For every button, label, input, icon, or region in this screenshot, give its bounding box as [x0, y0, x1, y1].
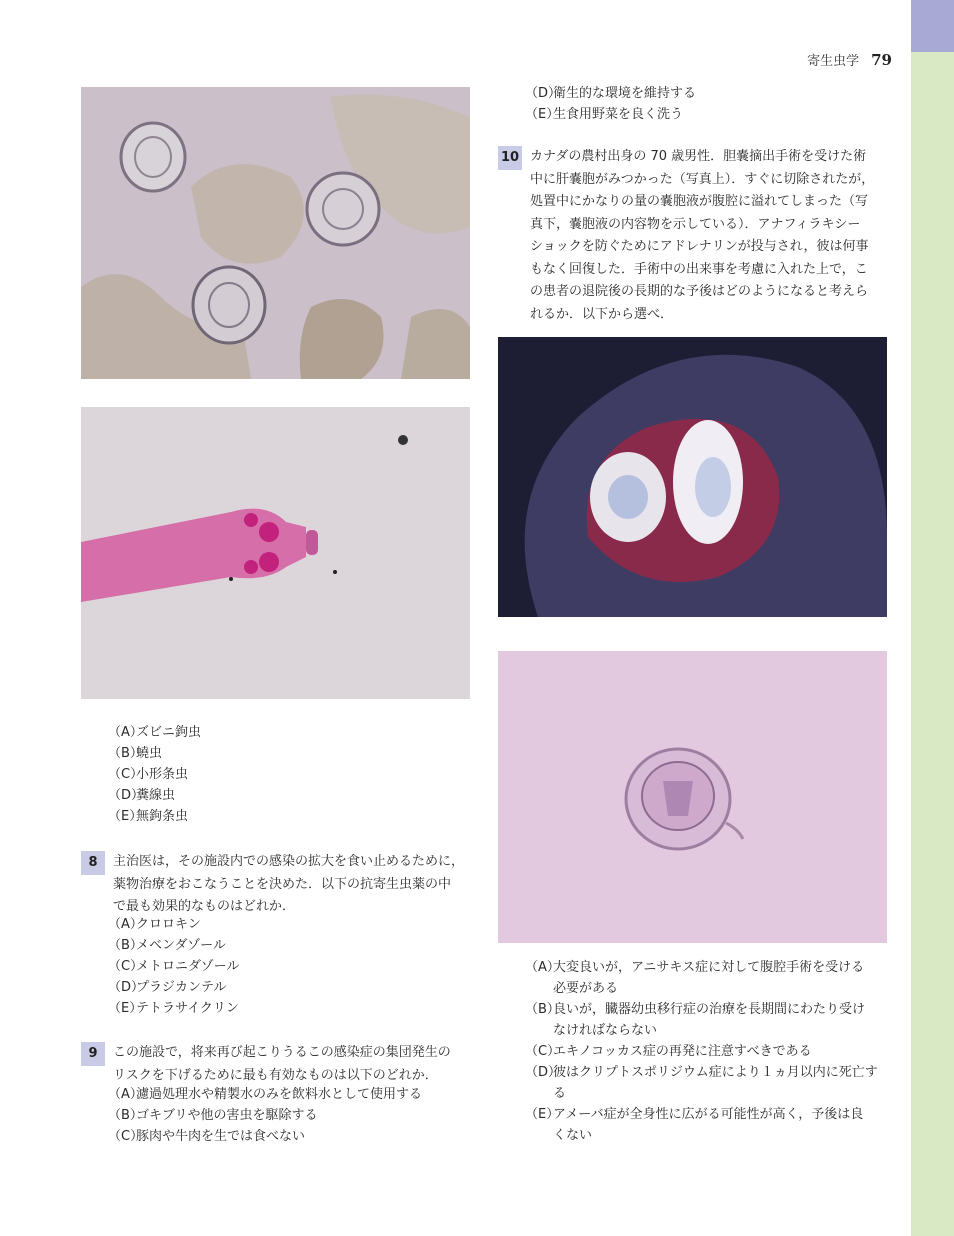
micrograph-scolex-photo: [81, 407, 470, 699]
q10-number-badge: 10: [498, 146, 522, 170]
q10-option-d[interactable]: （D） 彼はクリプトスポリジウム症により１ヵ月以内に死亡す る: [525, 1065, 878, 1101]
q10-option-a[interactable]: （A） 大変良いが，アニサキス症に対して腹腔手術を受ける 必要がある: [525, 960, 865, 996]
q9-option-b[interactable]: （B）ゴキブリや他の害虫を駆除する: [108, 1108, 318, 1123]
q8-option-e[interactable]: （E）テトラサイクリン: [108, 1001, 239, 1016]
q7-option-a[interactable]: （A）ズビニ鉤虫: [108, 725, 202, 740]
q10-option-e[interactable]: （E） アメーバ症が全身性に広がる可能性が高く，予後は良 くない: [525, 1107, 864, 1143]
page-number: 79: [871, 51, 892, 69]
q10-option-b[interactable]: （B） 良いが，臓器幼虫移行症の治療を長期間にわたり受け なければならない: [525, 1002, 866, 1038]
q8-number-badge: 8: [81, 851, 105, 875]
page-header: [760, 50, 892, 69]
q8-option-a[interactable]: （A）クロロキン: [108, 917, 201, 932]
q9-stem: この施設で，将来再び起こりうるこの感染症の集団発生の リスクを下げるために最も有効なものは以下のどれか．: [113, 1045, 451, 1083]
side-chapter-tab: [911, 0, 954, 52]
micrograph-eggs-photo: [81, 87, 470, 379]
side-color-band: [911, 0, 954, 1236]
liver-cyst-photo: [498, 337, 887, 617]
q9-number-badge: 9: [81, 1042, 105, 1066]
q9-option-e[interactable]: （E）生食用野菜を良く洗う: [525, 107, 684, 122]
q7-option-c[interactable]: （C）小形条虫: [108, 767, 189, 782]
q7-option-d[interactable]: （D）糞線虫: [108, 788, 176, 803]
q9-option-c[interactable]: （C）豚肉や牛肉を生では食べない: [108, 1129, 306, 1144]
q10-stem: カナダの農村出身の 70 歳男性．胆嚢摘出手術を受けた術 中に肝嚢胞がみつかった（写真上）．すぐに切除されたが， 処置中にかなりの量の嚢胞液が腹腔に溢れてしまった（写 真下，嚢胞液の内容物を示している）．アナフィラキシー ショックを防ぐためにアドレナリンが投与され，彼は何事 もなく回復した．手術中の出来事を考慮に入れた上で，こ の患者の退院後の長期的な予後はどのようになると考えら れるか．以下から選べ．: [530, 149, 875, 322]
q9-option-a[interactable]: （A）濾過処理水や精製水のみを飲料水として使用する: [108, 1087, 423, 1102]
micrograph-protoscolex-photo: [498, 651, 887, 943]
section-title: 寄生虫学: [807, 54, 860, 69]
q8-option-b[interactable]: （B）メベンダゾール: [108, 938, 226, 953]
q10-option-c[interactable]: （C） エキノコッカス症の再発に注意すべきである: [525, 1044, 812, 1059]
q9-option-d[interactable]: （D）衛生的な環境を維持する: [525, 86, 697, 101]
q7-option-b[interactable]: （B）蟯虫: [108, 746, 163, 761]
q8-option-c[interactable]: （C）メトロニダゾール: [108, 959, 240, 974]
q7-option-e[interactable]: （E）無鉤条虫: [108, 809, 189, 824]
q8-stem: 主治医は，その施設内での感染の拡大を食い止めるために， 薬物治療をおこなうことを決めた．以下の抗寄生虫薬の中 で最も効果的なものはどれか．: [113, 854, 465, 914]
q8-option-d[interactable]: （D）プラジカンテル: [108, 980, 227, 995]
